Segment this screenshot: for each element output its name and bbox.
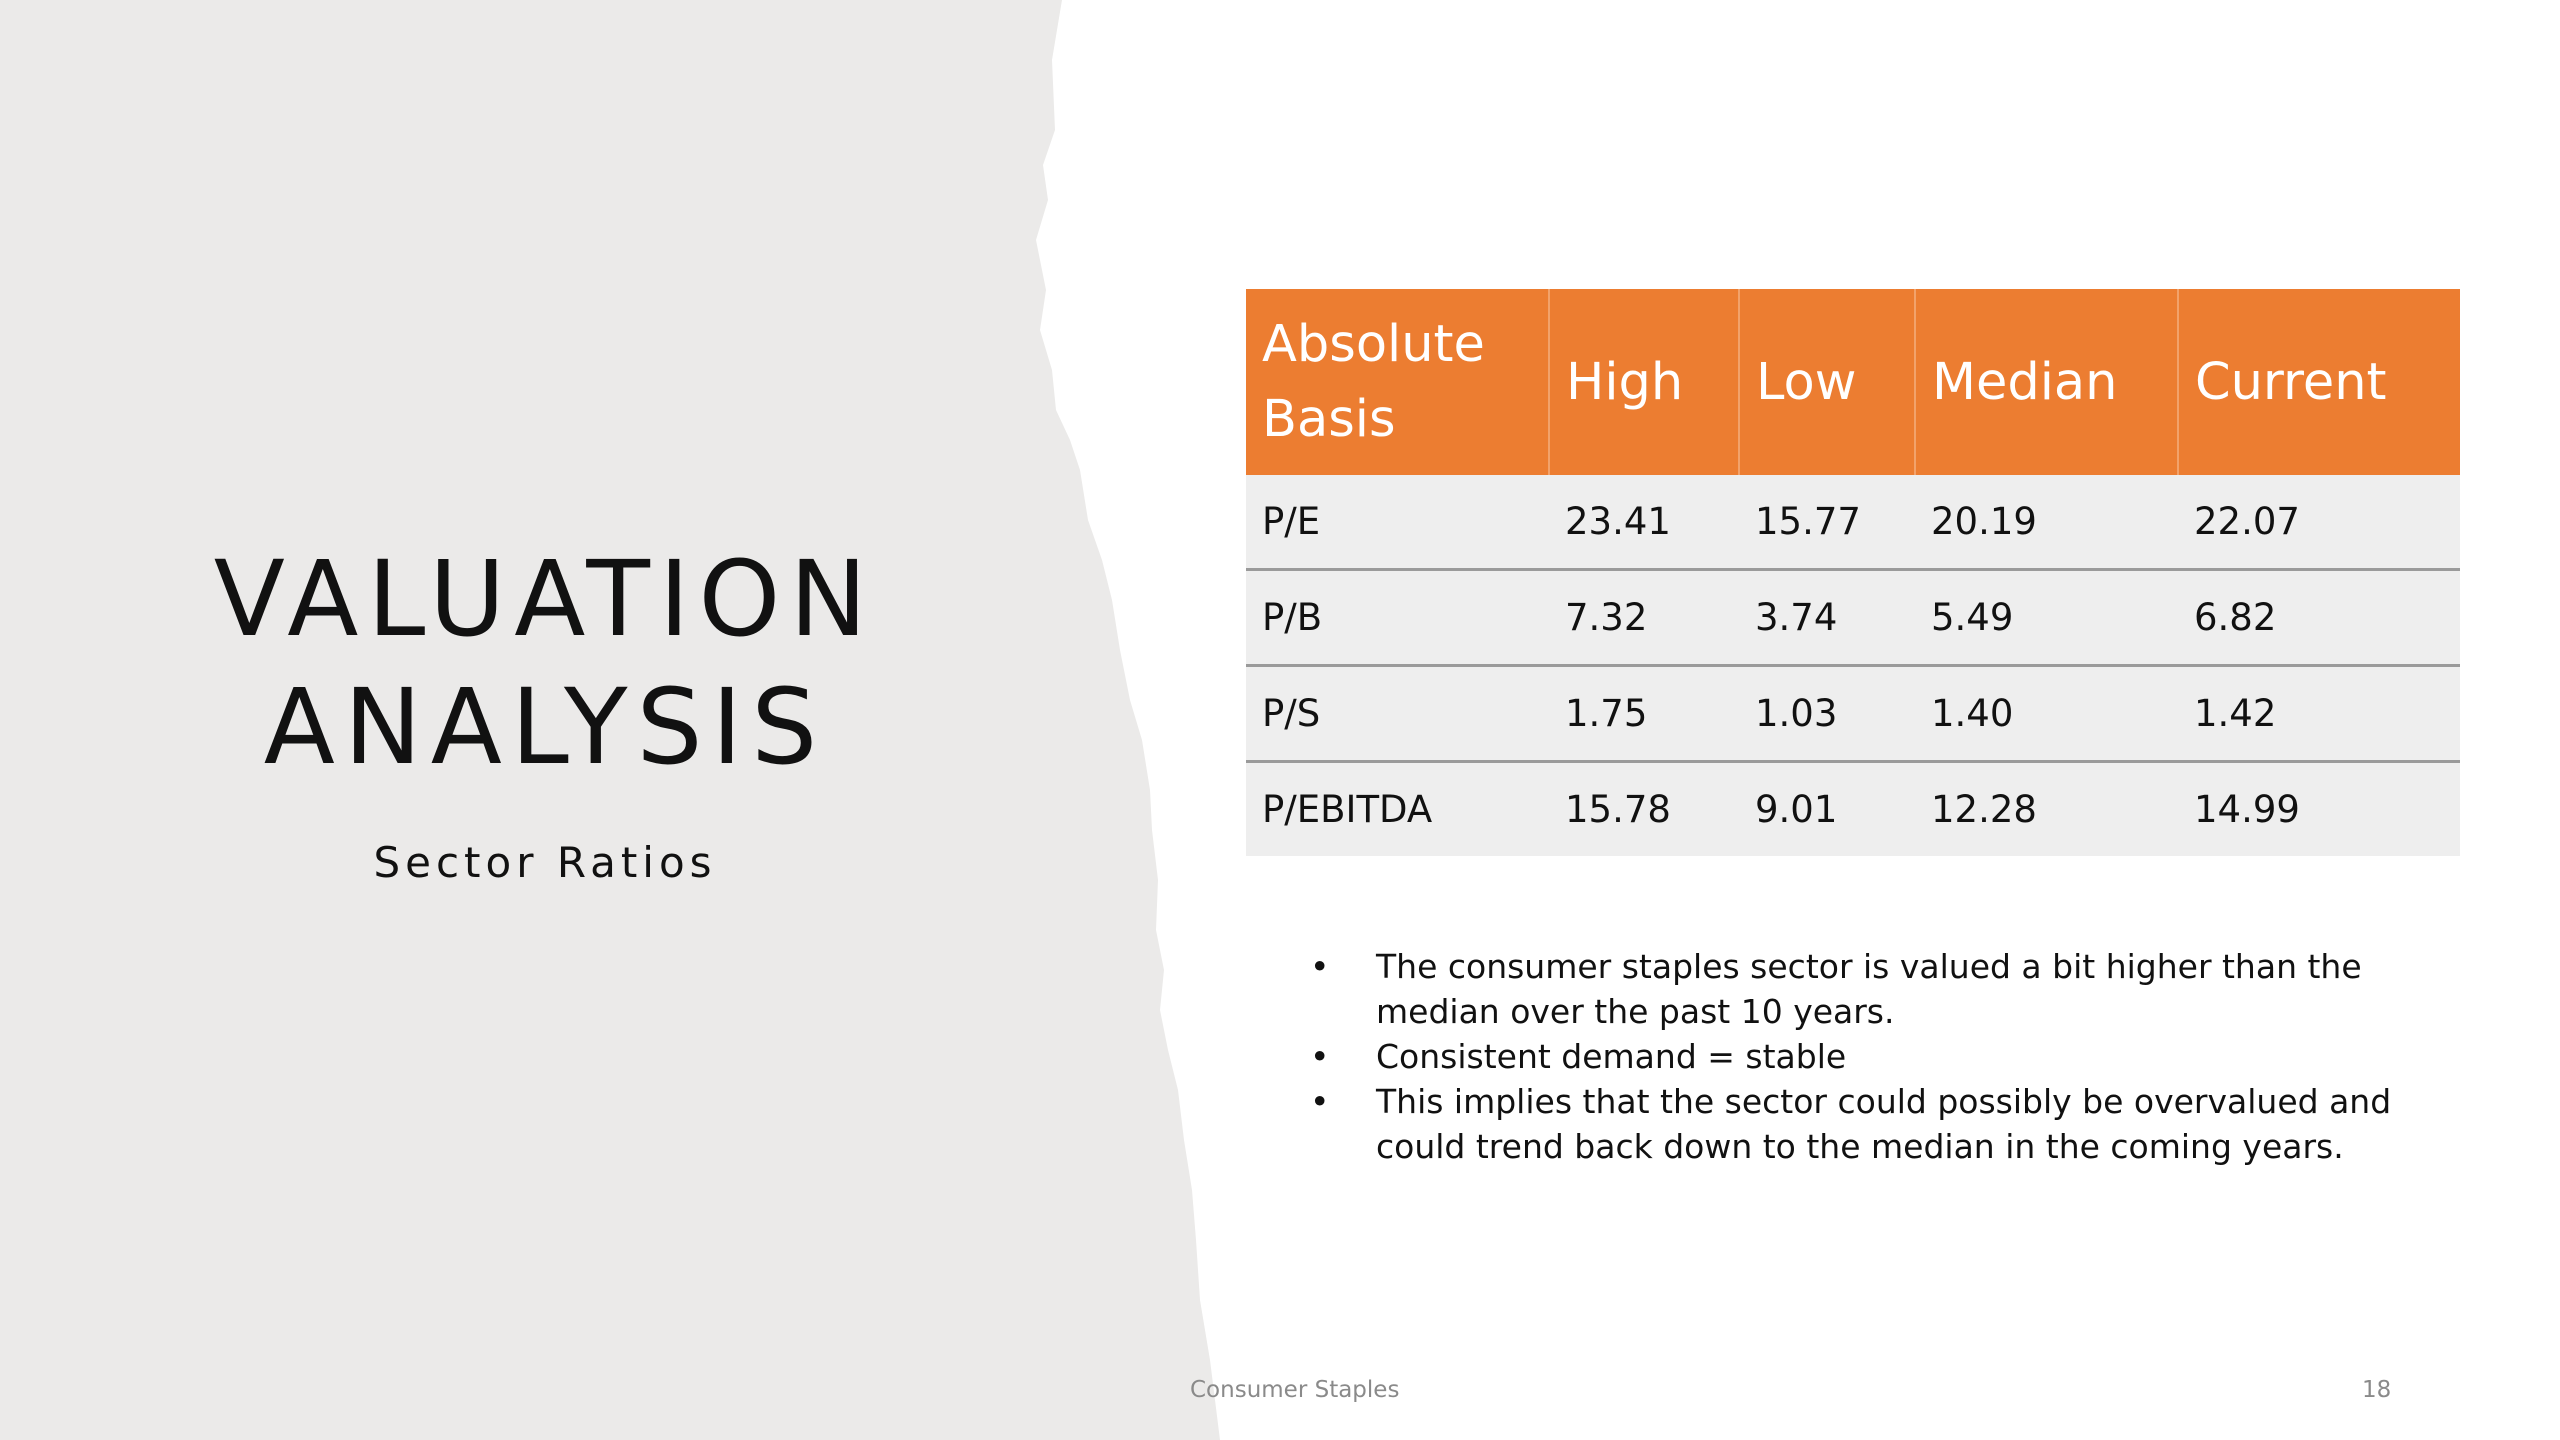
table-cell: 15.77 — [1739, 475, 1915, 570]
bullet-text: This implies that the sector could possibly be overvalued and could trend back down to the median in the coming years. — [1376, 1082, 2392, 1166]
table-cell: 12.28 — [1915, 762, 2178, 857]
slide-subtitle: Sector Ratios — [373, 838, 717, 887]
table-cell: 6.82 — [2178, 570, 2460, 666]
bullet-icon: • — [1310, 947, 1330, 986]
list-item — [1310, 944, 2430, 1034]
header-absolute-basis: Absolute Basis — [1246, 289, 1549, 475]
bullet-text: Consistent demand = stable — [1376, 1037, 1847, 1076]
header-high: High — [1549, 289, 1739, 475]
list-item — [1310, 1034, 2430, 1079]
table-cell: P/B — [1246, 570, 1549, 666]
table-cell: 14.99 — [2178, 762, 2460, 857]
header-median: Median — [1915, 289, 2178, 475]
page-number: 18 — [2362, 1377, 2392, 1403]
bullet-icon: • — [1310, 1037, 1330, 1076]
header-current: Current — [2178, 289, 2460, 475]
title-line-2: ANALYSIS — [263, 666, 827, 788]
table-cell: 23.41 — [1549, 475, 1739, 570]
table-cell: 20.19 — [1915, 475, 2178, 570]
table-cell: 22.07 — [2178, 475, 2460, 570]
table-cell: 1.40 — [1915, 666, 2178, 762]
table-cell: P/S — [1246, 666, 1549, 762]
list-item — [1310, 1079, 2430, 1169]
bullet-icon: • — [1310, 1082, 1330, 1121]
table-row — [1246, 475, 2460, 570]
table-cell: 1.75 — [1549, 666, 1739, 762]
table-row — [1246, 666, 2460, 762]
slide-title — [130, 535, 960, 791]
footer-text: Consumer Staples — [1190, 1377, 1400, 1403]
table-cell: 3.74 — [1739, 570, 1915, 666]
table-cell: P/EBITDA — [1246, 762, 1549, 857]
valuation-ratios-table — [1246, 289, 2460, 856]
table-row — [1246, 570, 2460, 666]
table-cell: 1.42 — [2178, 666, 2460, 762]
title-line-1: VALUATION — [213, 538, 877, 660]
table-cell: 7.32 — [1549, 570, 1739, 666]
table-cell: 1.03 — [1739, 666, 1915, 762]
bullet-list — [1310, 944, 2430, 1169]
table-header-row — [1246, 289, 2460, 475]
table-row — [1246, 762, 2460, 857]
table-cell: 9.01 — [1739, 762, 1915, 857]
table-cell: 5.49 — [1915, 570, 2178, 666]
table-cell: 15.78 — [1549, 762, 1739, 857]
header-low: Low — [1739, 289, 1915, 475]
bullet-text: The consumer staples sector is valued a bit higher than the median over the past 10 years. — [1376, 947, 2362, 1031]
table-cell: P/E — [1246, 475, 1549, 570]
